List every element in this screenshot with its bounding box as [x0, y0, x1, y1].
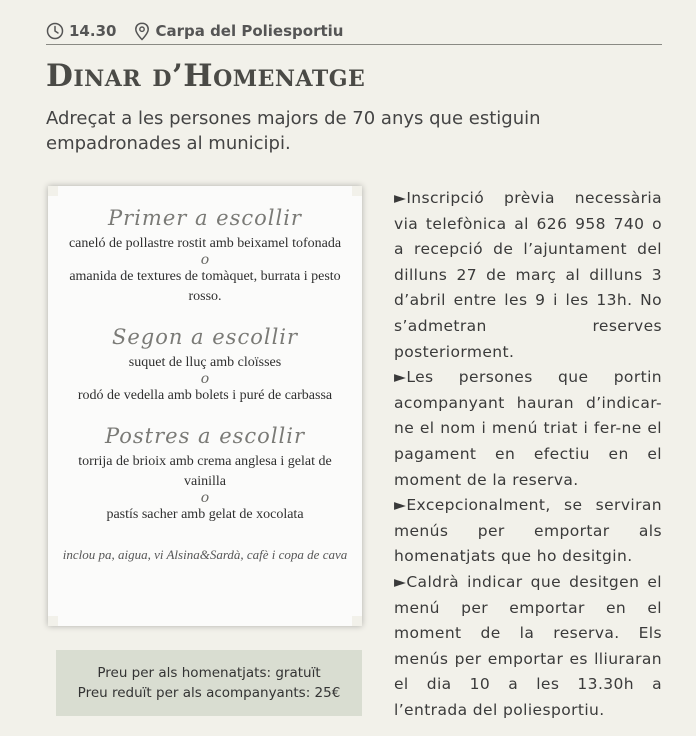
price-honorees: Preu per als homenatjats: gratuït — [97, 665, 321, 681]
price-companions: Preu reduït per als acompanyants: 25€ — [77, 685, 341, 701]
menu-or-separator: o — [200, 252, 210, 268]
event-meta-bar — [46, 18, 662, 45]
page-title: Dinar d’Homenatge — [46, 58, 366, 94]
clock-icon — [46, 22, 64, 40]
menu-or-separator: o — [200, 371, 210, 387]
event-time — [46, 22, 116, 40]
menu-dish: amanida de textures de tomàquet, burrata i pesto rosso. — [69, 269, 341, 304]
info-paragraph-takeaway: ►Excepcionalment, se serviran menús per emportar als homenatjats que ho desitgin. — [394, 496, 662, 566]
card-corner — [352, 616, 362, 626]
info-paragraph-takeaway-pickup: ►Caldrà indicar que desitgen el menú per emportar en el moment de la reserva. Els menús per emportar es lliuraran el dia 10 a les 13.30h a l’entrada del poliesportiu. — [394, 572, 662, 719]
card-corner — [48, 616, 58, 626]
menu-dish: pastís sacher amb gelat de xocolata — [106, 507, 304, 522]
menu-section-title-dessert: Postres a escollir — [104, 424, 306, 448]
menu-dish: suquet de lluç amb cloïsses — [128, 355, 282, 370]
info-column — [394, 186, 662, 723]
event-location — [134, 22, 343, 41]
info-paragraph-registration: ►Inscripció prèvia necessària via telefònica al 626 958 740 o a recepció de l’ajuntament del dilluns 27 de març al dilluns 3 d’abril entre les 9 i les 13h. No s’admetran reserves posteriorment. — [394, 189, 662, 361]
menu-dish: rodó de vedella amb bolets i puré de carbassa — [77, 388, 333, 403]
menu-includes-note: inclou pa, aigua, vi Alsina&Sardà, cafè i copa de cava — [62, 547, 348, 562]
menu-card — [48, 186, 362, 626]
menu-dish: torrija de brioix amb crema anglesa i gelat de vainilla — [78, 454, 332, 489]
card-corner — [48, 186, 58, 196]
location-pin-icon — [134, 22, 150, 41]
event-time-text: 14.30 — [69, 22, 117, 40]
menu-section-title-first-course: Primer a escollir — [108, 206, 302, 230]
page-subtitle: Adreçat a les persones majors de 70 anys que estiguin empadronades al municipi. — [46, 108, 541, 154]
menu-dish: caneló de pollastre rostit amb beixamel tofonada — [68, 236, 342, 251]
info-paragraph-companions: ►Les persones que portin acompanyant hauran d’indicar-ne el nom i menú triat i fer-ne el pagament en efectiu en el moment de la reserva. — [394, 368, 662, 489]
menu-or-separator: o — [200, 490, 210, 506]
price-box — [56, 650, 362, 716]
card-corner — [352, 186, 362, 196]
event-location-text: Carpa del Poliesportiu — [155, 22, 344, 40]
menu-section-title-second-course: Segon a escollir — [111, 325, 299, 349]
